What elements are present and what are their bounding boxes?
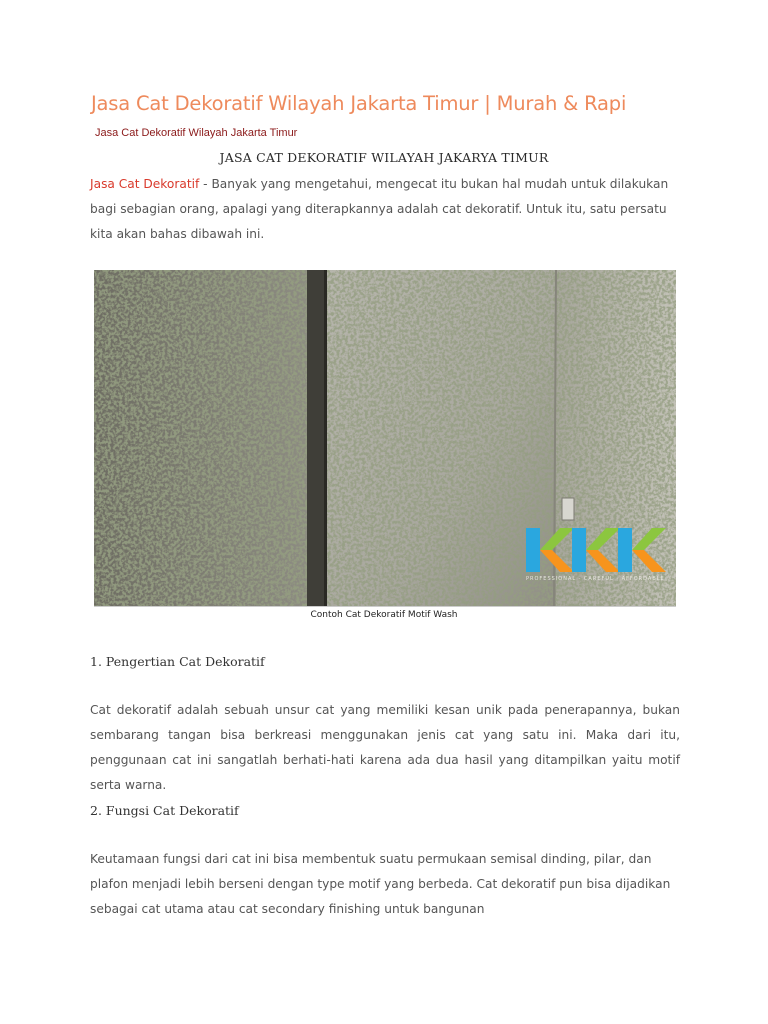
- intro-link[interactable]: Jasa Cat Dekoratif: [90, 177, 200, 191]
- section-body-2: Keutamaan fungsi dari cat ini bisa membentuk suatu permukaan semisal dinding, pilar, dan plafon menjadi lebih berseni dengan type motif yang berbeda. Cat dekoratif pun bisa dijadikan sebagai cat utama atau cat secondary finishing untuk bangunan: [90, 852, 671, 916]
- logo-tagline: PROFESSIONAL · CAREFUL · AFFORDABLE: [526, 576, 665, 582]
- section-body-1: Cat dekoratif adalah sebuah unsur cat yang memiliki kesan unik pada penerapannya, bukan sembarang tangan bisa berkreasi menggunakan jenis cat yang satu ini. Maka dari itu, penggunaan cat ini sangatlah berhati-hati karena ada dua hasil yang ditampilkan yaitu motif serta warna.: [90, 703, 680, 792]
- intro-text: - Banyak yang mengetahui, mengecat itu bukan hal mudah untuk dilakukan bagi sebagian orang, apalagi yang diterapkannya adalah cat dekoratif. Untuk itu, satu persatu kita akan bahas dibawah ini.: [90, 177, 669, 241]
- intro-paragraph: [90, 172, 680, 247]
- wall-photo: [94, 270, 676, 607]
- breadcrumb-link[interactable]: Jasa Cat Dekoratif Wilayah Jakarta Timur: [95, 127, 298, 139]
- wash-motif-wall-image: [94, 270, 676, 606]
- section-heading-1: 1. Pengertian Cat Dekoratif: [90, 654, 265, 669]
- section-heading-2: 2. Fungsi Cat Dekoratif: [90, 803, 239, 818]
- article-heading: JASA CAT DEKORATIF WILAYAH JAKARYA TIMUR: [219, 150, 549, 165]
- photo-caption: Contoh Cat Dekoratif Motif Wash: [310, 610, 458, 620]
- article-title: Jasa Cat Dekoratif Wilayah Jakarta Timur | Murah & Rapi: [91, 92, 627, 115]
